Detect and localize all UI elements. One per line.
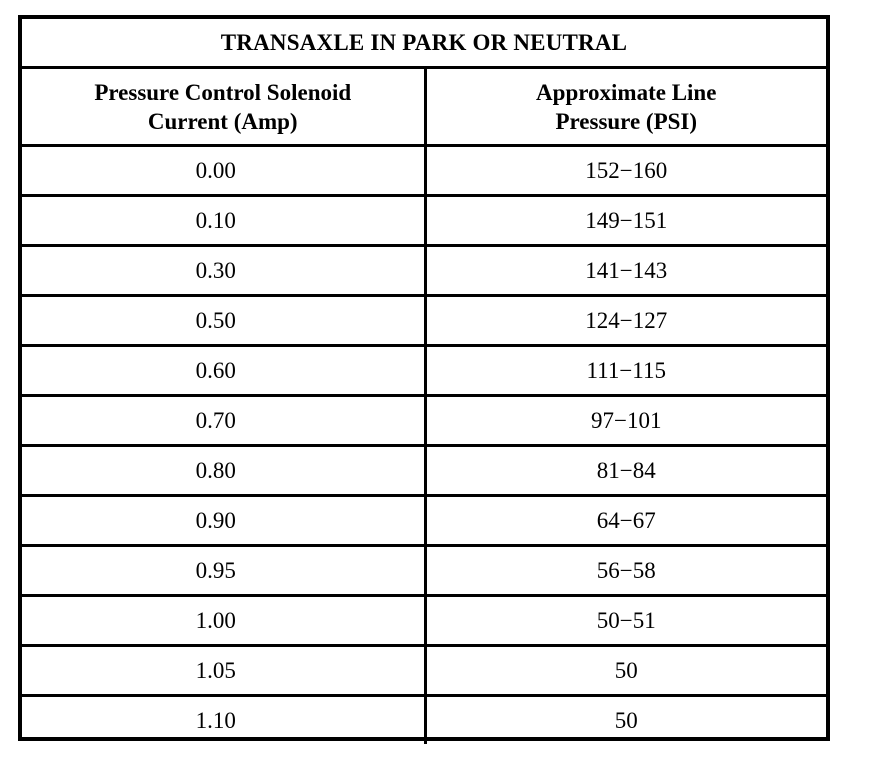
cell-solenoid-current: 1.10: [195, 707, 236, 733]
header-solenoid-current-line2: Current (Amp): [147, 108, 298, 134]
cell-solenoid-current: 0.30: [22, 246, 425, 296]
cell-solenoid-current: 0.00: [22, 146, 425, 196]
cell-solenoid-current: 0.80: [22, 446, 425, 496]
table-row: [22, 196, 826, 246]
header-solenoid-current: [22, 68, 425, 146]
cell-solenoid-current: 0.10: [22, 196, 425, 246]
pressure-table-grid: [22, 19, 826, 744]
cell-line-pressure: 50: [425, 696, 826, 745]
table-row: [22, 446, 826, 496]
table-title-row: [22, 19, 826, 68]
cell-line-pressure: 111−115: [425, 346, 826, 396]
header-solenoid-current-line1: Pressure Control Solenoid: [94, 79, 352, 105]
cell-line-pressure: 50−51: [425, 596, 826, 646]
table-row: [22, 696, 826, 745]
table-row: [22, 396, 826, 446]
header-line-pressure-line2: Pressure (PSI): [555, 108, 698, 134]
table-header-row: [22, 68, 826, 146]
table-row: [22, 646, 826, 696]
table-row: [22, 146, 826, 196]
cell-line-pressure: 141−143: [425, 246, 826, 296]
cell-solenoid-current: 0.90: [22, 496, 425, 546]
table-row: [22, 246, 826, 296]
table-title: TRANSAXLE IN PARK OR NEUTRAL: [22, 19, 826, 68]
table-row: [22, 546, 826, 596]
cell-solenoid-current: 0.70: [22, 396, 425, 446]
cell-line-pressure: 64−67: [425, 496, 826, 546]
cell-solenoid-current: 1.05: [22, 646, 425, 696]
cell-solenoid-current: 0.50: [22, 296, 425, 346]
header-line-pressure-line1: Approximate Line: [536, 79, 717, 105]
table-row: [22, 296, 826, 346]
cell-solenoid-current: 0.60: [22, 346, 425, 396]
header-line-pressure: [425, 68, 826, 146]
table-body: [22, 146, 826, 745]
table-row: [22, 346, 826, 396]
cell-line-pressure: 81−84: [425, 446, 826, 496]
cell-solenoid-current: 1.00: [22, 596, 425, 646]
cell-line-pressure: 97−101: [425, 396, 826, 446]
line-pressure-table: [18, 15, 830, 741]
cell-line-pressure: 124−127: [425, 296, 826, 346]
cell-line-pressure: 149−151: [425, 196, 826, 246]
cell-line-pressure: 152−160: [425, 146, 826, 196]
table-row: [22, 496, 826, 546]
cell-solenoid-current: 0.95: [22, 546, 425, 596]
cell-line-pressure: 56−58: [425, 546, 826, 596]
cell-line-pressure: 50: [425, 646, 826, 696]
table-row: [22, 596, 826, 646]
